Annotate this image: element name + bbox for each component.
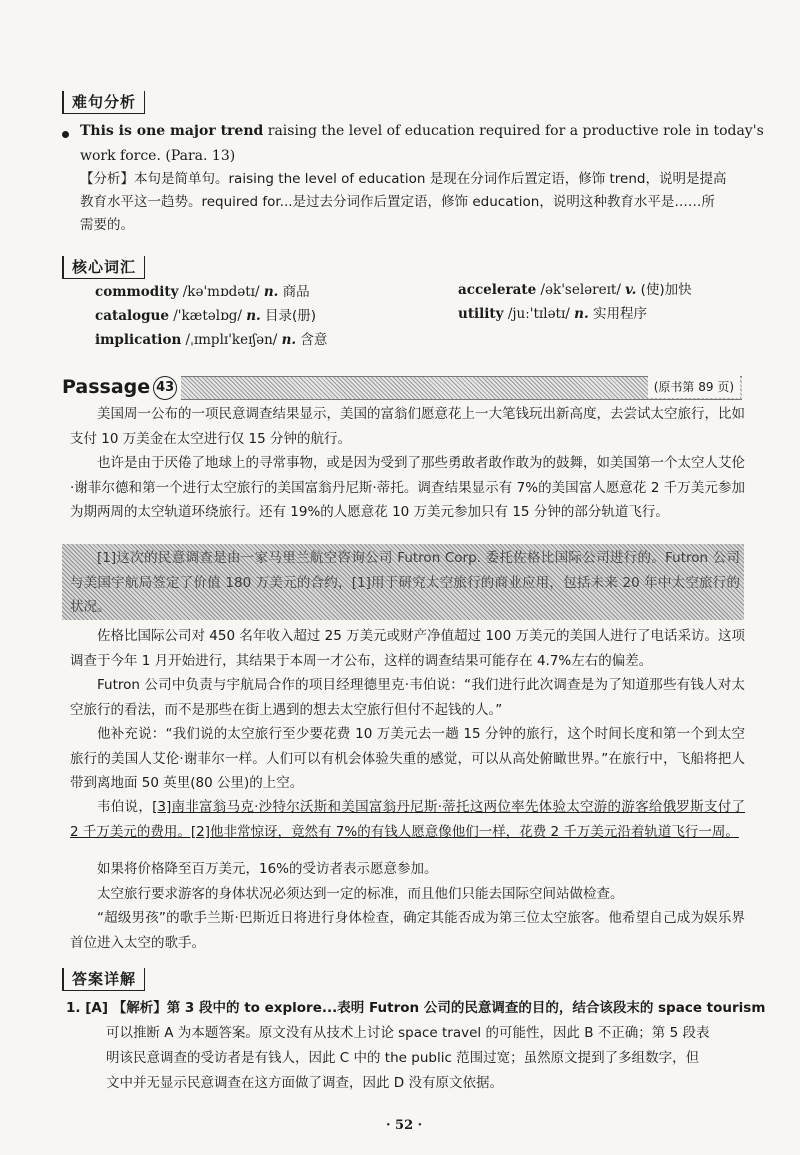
section-title-difficult-sentence: 难句分析: [62, 91, 145, 114]
vocab-item: [95, 306, 316, 326]
vocab-word: accelerate: [458, 282, 537, 298]
vocab-pron: /ˌɪmplɪ'keɪʃən/: [181, 332, 282, 348]
vocab-pos: n.: [246, 308, 261, 324]
passage-paragraph: 如果将价格降至百万美元，16%的受访者表示愿意参加。: [97, 861, 438, 877]
passage-paragraph: 太空旅行要求游客的身体状况必须达到一定的标准，而且他们只能去国际空间站做检查。: [97, 886, 624, 902]
vocab-pron: /'kætəlɒg/: [168, 308, 247, 324]
vocab-meaning: 实用程序: [588, 306, 647, 322]
sentence-bold: This is one major trend: [80, 123, 264, 139]
passage-paragraph: 他补充说：“我们说的太空旅行至少要花费 10 万美元去一趟 15 分钟的旅行，这个时间长度和第一个到太空旅行的美国人艾伦·谢菲尔一样。人们可以有机会体验失重的感觉，可以从高处俯瞰世界。”在旅行中，飞船将把人带到离地面 50 英里(80 公里)的上空。: [70, 726, 745, 791]
vocab-item: [95, 282, 310, 302]
section-title-core-vocab: 核心词汇: [62, 256, 145, 279]
vocab-word: commodity: [95, 284, 179, 300]
passage-paragraph: “超级男孩”的歌手兰斯·巴斯近日将进行身体检查，确定其能否成为第三位太空旅客。他希望自己成为娱乐界首位进入太空的歌手。: [70, 910, 745, 951]
vocab-pos: v.: [625, 282, 637, 298]
sentence-rest: raising the level of education required for a productive role in today's: [263, 123, 764, 139]
p7-intro: 韦伯说，: [97, 799, 153, 815]
vocab-meaning: (使)加快: [636, 282, 692, 298]
vocab-meaning: 含意: [296, 332, 328, 348]
passage-reference: (原书第 89 页): [648, 376, 740, 398]
vocab-word: catalogue: [95, 308, 169, 324]
difficult-sentence-line2: work force. (Para. 13): [80, 148, 236, 164]
vocab-pron: /kə'mɒdətɪ/: [178, 284, 264, 300]
analysis-line3: 需要的。: [80, 217, 134, 233]
difficult-sentence-line1: [80, 122, 764, 140]
vocab-word: utility: [458, 306, 504, 322]
vocab-pron: /juː'tɪlətɪ/: [503, 306, 575, 322]
vocab-pos: n.: [281, 332, 297, 348]
passage-label: Passage: [62, 376, 151, 398]
passage-paragraph: 佐格比国际公司对 450 名年收入超过 25 万美元或财产净值超过 100 万美元的美国人进行了电话采访。这项调查于今年 1 月开始进行，其结果于本周一才公布，这样的调查结果可能存在 4.7%左右的偏差。: [70, 628, 745, 669]
vocab-meaning: 目录(册): [260, 308, 317, 324]
answer-line: 明该民意调查的受访者是有钱人，因此 C 中的 the public 范围过宽；虽然原文提到了多组数字，但: [106, 1050, 700, 1066]
vocab-pron: /ək'seləreɪt/: [536, 282, 626, 298]
page-number: · 52 ·: [386, 1118, 423, 1133]
passage-paragraph: 也许是由于厌倦了地球上的寻常事物，或是因为受到了那些勇敢者敢作敢为的鼓舞，如美国第一个太空人艾伦·谢菲尔德和第一个进行太空旅行的美国富翁丹尼斯·蒂托。调查结果显示有 7%的美国富人愿意花 2 千万美元参加为期两周的太空轨道环绕旅行。还有 19%的人愿意花 10 万美元参加只有 15 分钟的部分轨道飞行。: [70, 455, 745, 520]
p7-underlined: [3]南非富翁马克·沙特尔沃斯和美国富翁丹尼斯·蒂托这两位率先体验太空游的游客给俄罗斯支付了 2 千万美元的费用。[2]他非常惊讶，竟然有 7%的有钱人愿意像他们一样，花费 2 千万美元沿着轨道飞行一周。: [70, 799, 745, 840]
passage-title: [62, 374, 181, 400]
vocab-item: [458, 304, 647, 324]
passage-paragraph-shaded: [1]这次的民意调查是由一家马里兰航空咨询公司 Futron Corp. 委托佐格比国际公司进行的。Futron 公司与美国宇航局签定了价值 180 万美元的合约，[1]用于研究太空旅行的商业应用，包括未来 20 年中太空旅行的状况。: [70, 550, 740, 615]
passage-number: 43: [153, 376, 177, 400]
passage-paragraph: [70, 795, 745, 844]
bullet-icon: [62, 131, 69, 138]
vocab-meaning: 商品: [278, 284, 310, 300]
analysis-line2: 教育水平这一趋势。required for...是过去分词作后置定语，修饰 education，说明这种教育水平是……所: [80, 194, 715, 210]
vocab-item: [458, 280, 692, 300]
vocab-pos: n.: [574, 306, 589, 322]
answer-line: 文中并无显示民意调查在这方面做了调查，因此 D 没有原文依据。: [106, 1075, 503, 1091]
section-title-answers: 答案详解: [62, 968, 145, 991]
passage-paragraph: Futron 公司中负责与宇航局合作的项目经理德里克·韦伯说：“我们进行此次调查是为了知道那些有钱人对太空旅行的看法，而不是那些在街上遇到的想去太空旅行但付不起钱的人。”: [70, 677, 745, 718]
vocab-pos: n.: [263, 284, 279, 300]
passage-paragraph: 美国周一公布的一项民意调查结果显示，美国的富翁们愿意花上一大笔钱玩出新高度，去尝试太空旅行，比如支付 10 万美金在太空进行仅 15 分钟的航行。: [70, 406, 745, 447]
analysis-line1: 【分析】本句是简单句。raising the level of education 是现在分词作后置定语，修饰 trend，说明是提高: [80, 171, 727, 187]
vocab-word: implication: [95, 332, 182, 348]
answer-line: 可以推断 A 为本题答案。原文没有从技术上讨论 space travel 的可能性，因此 B 不正确；第 5 段表: [106, 1025, 710, 1041]
vocab-item: [95, 330, 327, 350]
answer-line: 1. [A] 【解析】第 3 段中的 to explore...表明 Futron 公司的民意调查的目的，结合该段末的 space tourism: [66, 1000, 766, 1016]
